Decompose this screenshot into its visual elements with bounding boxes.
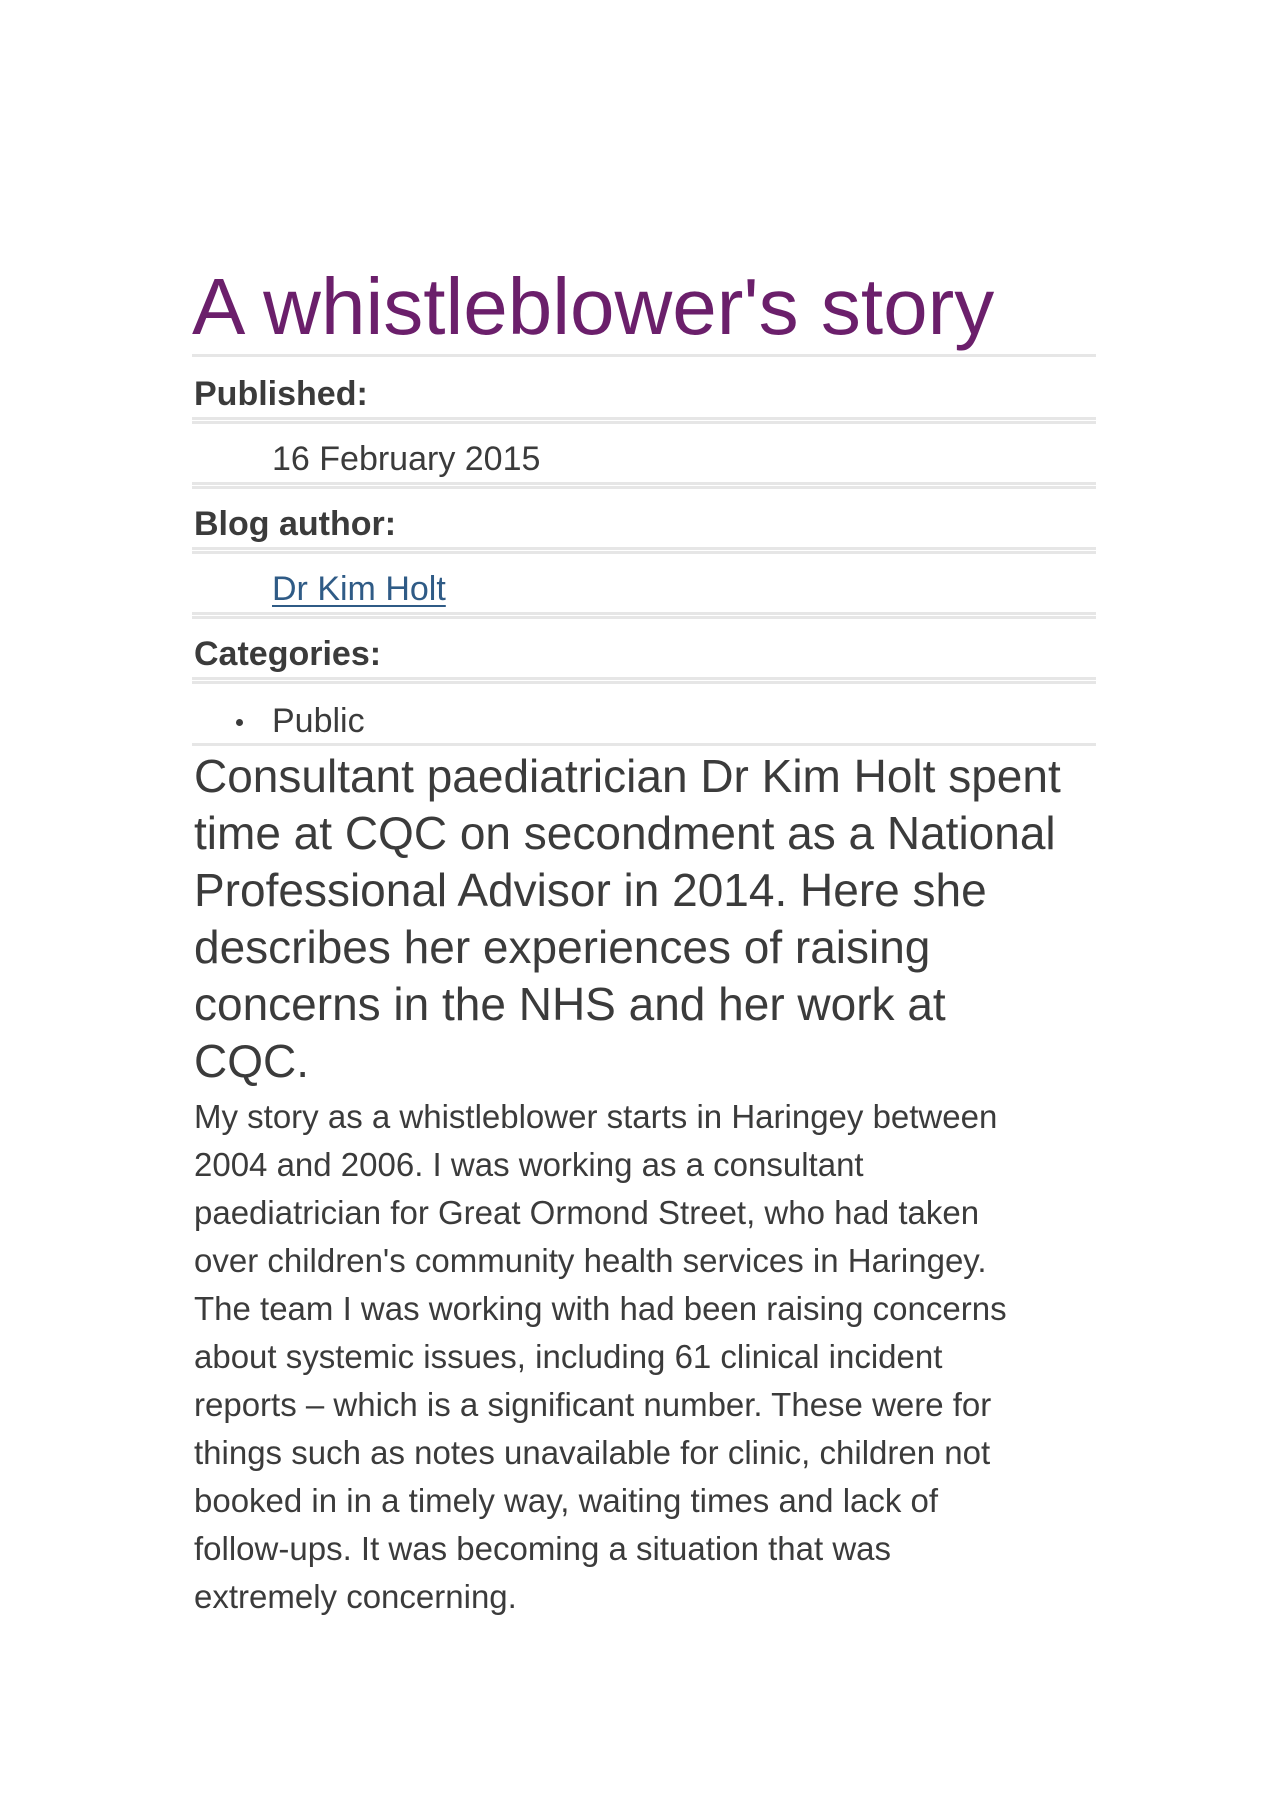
- lead-line: CQC.: [194, 1035, 309, 1087]
- body-line: The team I was working with had been raising concerns: [194, 1290, 1007, 1327]
- author-value: [272, 569, 446, 609]
- bullet-icon: [236, 719, 243, 726]
- category-item: [192, 701, 365, 741]
- category-list: [192, 701, 365, 741]
- lead-line: Professional Advisor in 2014. Here she: [194, 864, 987, 916]
- body-line: 2004 and 2006. I was working as a consultant: [194, 1146, 864, 1183]
- lead-line: concerns in the NHS and her work at: [194, 978, 946, 1030]
- published-date: 16 February 2015: [272, 440, 541, 478]
- body-line: My story as a whistleblower starts in Haringey between: [194, 1098, 998, 1135]
- body-line: about systemic issues, including 61 clinical incident: [194, 1338, 943, 1375]
- published-label: Published:: [194, 375, 368, 413]
- category-label: Public: [272, 702, 365, 740]
- lead-line: time at CQC on secondment as a National: [194, 807, 1056, 859]
- divider: [192, 612, 1096, 615]
- body-line: things such as notes unavailable for clinic, children not: [194, 1434, 991, 1471]
- author-label: Blog author:: [194, 505, 397, 543]
- body-paragraph: [194, 1093, 1098, 1621]
- author-link[interactable]: Dr Kim Holt: [272, 570, 446, 608]
- body-line: booked in in a timely way, waiting times and lack of: [194, 1482, 939, 1519]
- divider: [192, 417, 1096, 420]
- divider: [192, 681, 1096, 684]
- categories-label: Categories:: [194, 635, 382, 673]
- page-title: A whistleblower's story: [192, 262, 995, 351]
- divider: [192, 421, 1096, 424]
- divider: [192, 486, 1096, 489]
- body-line: paediatrician for Great Ormond Street, who had taken: [194, 1194, 980, 1231]
- divider: [192, 354, 1096, 357]
- lead-line: Consultant paediatrician Dr Kim Holt spent: [194, 750, 1061, 802]
- body-line: reports – which is a significant number. These were for: [194, 1386, 992, 1423]
- lead-line: describes her experiences of raising: [194, 921, 931, 973]
- divider: [192, 482, 1096, 485]
- body-line: follow-ups. It was becoming a situation that was: [194, 1530, 892, 1567]
- body-line: extremely concerning.: [194, 1578, 517, 1615]
- body-line: over children's community health services in Haringey.: [194, 1242, 987, 1279]
- lead-paragraph: [194, 748, 1098, 1090]
- divider: [192, 551, 1096, 554]
- divider: [192, 743, 1096, 746]
- divider: [192, 616, 1096, 619]
- divider: [192, 677, 1096, 680]
- divider: [192, 547, 1096, 550]
